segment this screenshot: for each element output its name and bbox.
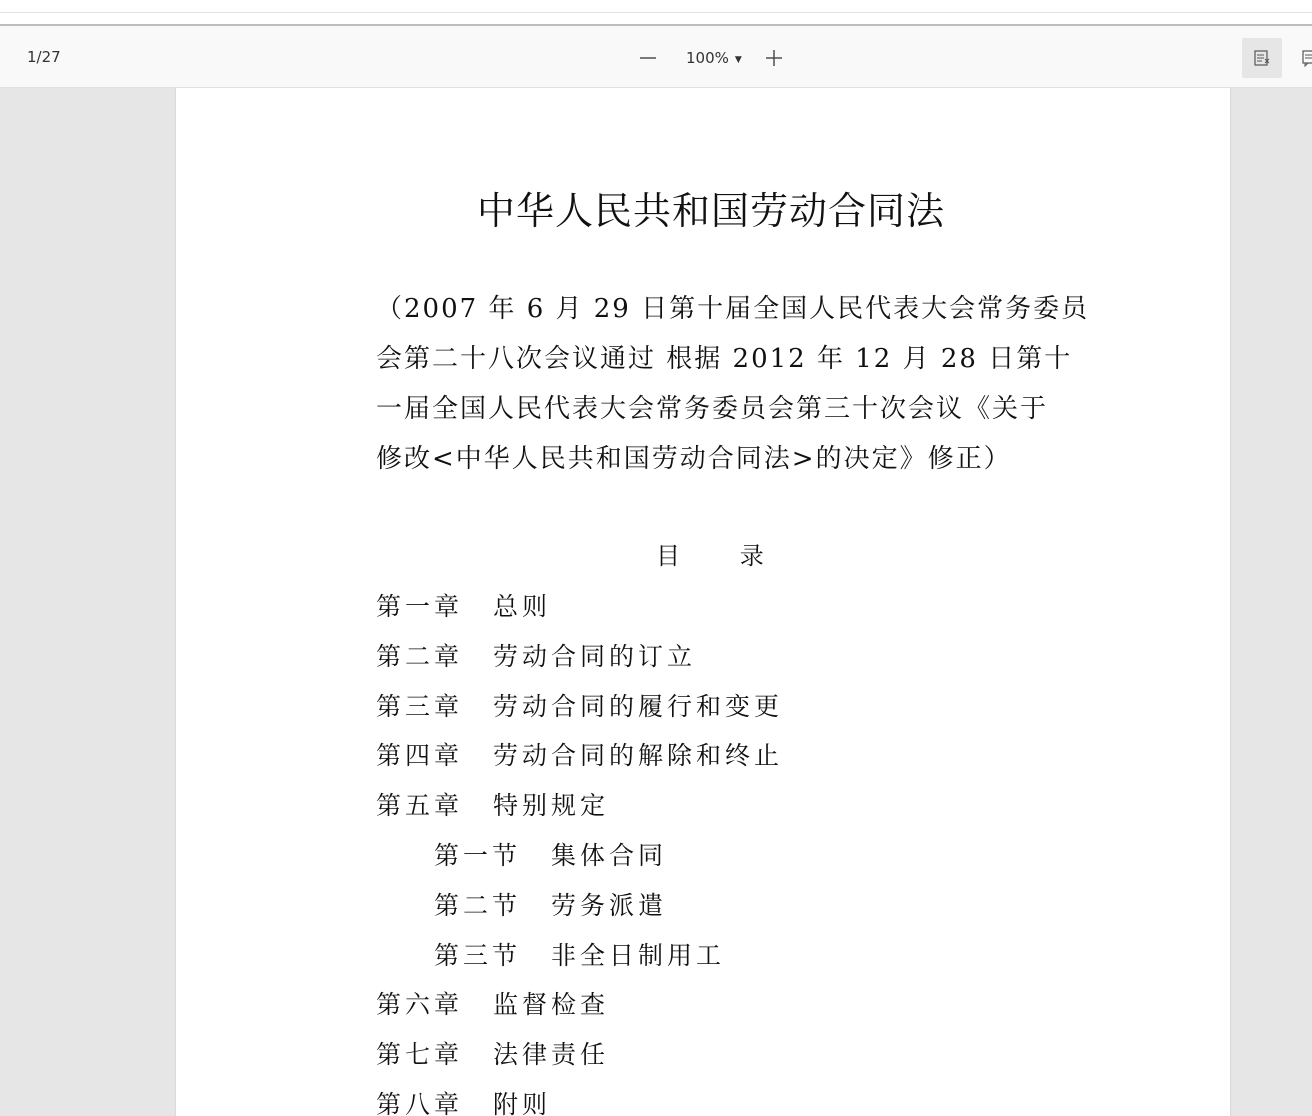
toc-item-number: 第二章 bbox=[376, 641, 464, 671]
toc-item bbox=[376, 781, 783, 831]
zoom-level-value: 100% bbox=[686, 49, 729, 67]
toc-item-name: 法律责任 bbox=[493, 1040, 610, 1070]
toc-item-name: 劳动合同的订立 bbox=[493, 641, 697, 671]
toc-item-number: 第六章 bbox=[376, 990, 464, 1020]
toc-subitem bbox=[376, 881, 783, 931]
zoom-in-button[interactable] bbox=[756, 40, 792, 76]
toc-heading: 目 录 bbox=[656, 542, 766, 570]
document-page bbox=[176, 88, 1230, 1116]
preamble-line: 修改<中华人民共和国劳动合同法>的决定》修正） bbox=[376, 444, 1012, 474]
plus-icon bbox=[764, 48, 784, 68]
toc-subitem bbox=[376, 831, 783, 881]
toc-item-name: 劳动合同的履行和变更 bbox=[493, 691, 784, 721]
preamble-line: 一届全国人民代表大会常务委员会第三十次会议《关于 bbox=[376, 394, 1049, 424]
toc-item bbox=[376, 980, 783, 1030]
toc-item-name: 附则 bbox=[493, 1089, 552, 1116]
toc-item bbox=[376, 632, 783, 682]
minus-icon bbox=[638, 48, 658, 68]
toc-item-name: 劳动合同的解除和终止 bbox=[493, 741, 784, 771]
zoom-out-button[interactable] bbox=[630, 40, 666, 76]
toc-item-number: 第三章 bbox=[376, 691, 464, 721]
toc-item bbox=[376, 1030, 783, 1080]
preamble-line: 会第二十八次会议通过 根据 2012 年 12 月 28 日第十 bbox=[376, 344, 1073, 374]
toc-item-number: 第五章 bbox=[376, 791, 464, 821]
page-indicator[interactable]: 1/27 bbox=[27, 48, 61, 66]
preamble bbox=[376, 284, 1090, 484]
caret-down-icon: ▼ bbox=[734, 54, 742, 65]
toc-item bbox=[376, 682, 783, 732]
toc-item-name: 监督检查 bbox=[493, 990, 610, 1020]
toc-subitem bbox=[376, 931, 783, 981]
comment-icon bbox=[1299, 48, 1312, 68]
toc-item bbox=[376, 731, 783, 781]
toc-item-name: 集体合同 bbox=[551, 840, 668, 870]
toc-item-number: 第三节 bbox=[434, 940, 522, 970]
toc-item-name: 特别规定 bbox=[493, 791, 610, 821]
page-view-icon bbox=[1252, 48, 1272, 68]
toc-item-name: 非全日制用工 bbox=[551, 940, 726, 970]
toc-item-number: 第二节 bbox=[434, 890, 522, 920]
document-viewer[interactable] bbox=[0, 88, 1312, 1116]
toc-item-number: 第一章 bbox=[376, 592, 464, 621]
preamble-line: （2007 年 6 月 29 日第十届全国人民代表大会常务委员 bbox=[376, 294, 1090, 324]
window-top-strip bbox=[0, 0, 1312, 26]
comment-button[interactable] bbox=[1294, 38, 1312, 78]
pdf-toolbar bbox=[0, 26, 1312, 88]
table-of-contents bbox=[376, 582, 783, 1116]
zoom-level-select[interactable] bbox=[686, 49, 742, 67]
toc-item-number: 第八章 bbox=[376, 1089, 464, 1116]
toc-item-name: 总则 bbox=[493, 592, 552, 621]
zoom-controls bbox=[630, 40, 792, 76]
page-view-button[interactable] bbox=[1242, 38, 1282, 78]
document-title: 中华人民共和国劳动合同法 bbox=[476, 189, 945, 233]
toc-item-number: 第七章 bbox=[376, 1040, 464, 1070]
toc-item-number: 第一节 bbox=[434, 840, 522, 870]
top-strip-divider bbox=[0, 12, 1312, 13]
toc-item-name: 劳务派遣 bbox=[551, 890, 668, 920]
toc-item bbox=[376, 1080, 783, 1116]
toc-item-number: 第四章 bbox=[376, 741, 464, 771]
toc-item bbox=[376, 582, 783, 632]
